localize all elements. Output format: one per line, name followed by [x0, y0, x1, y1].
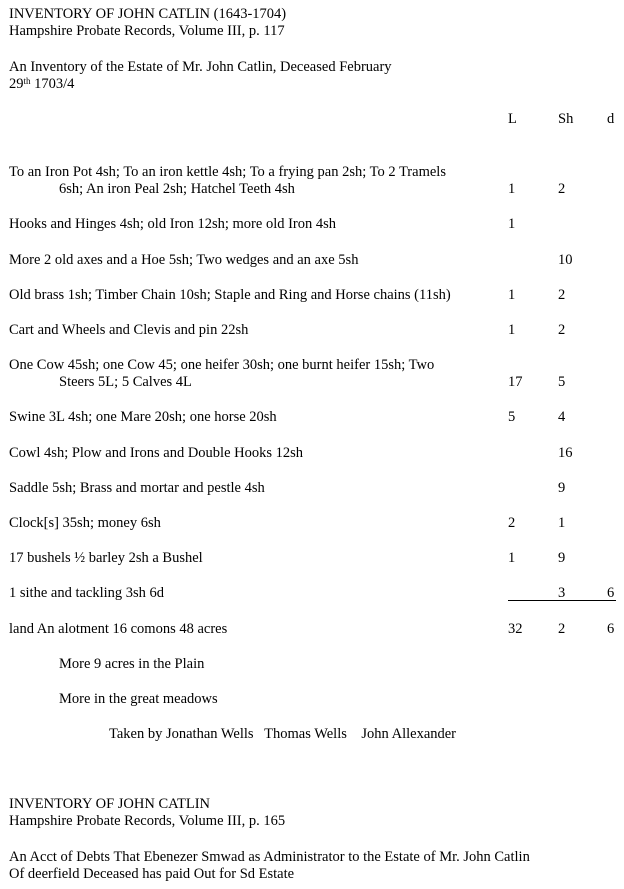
item-pounds: 1 [508, 181, 516, 197]
item-pounds: 5 [508, 409, 516, 425]
item-description: land An alotment 16 comons 48 acres [9, 621, 228, 637]
doc1-intro-day: 29 [9, 76, 24, 92]
item-pence: 6 [607, 621, 615, 637]
column-header-sh: Sh [558, 111, 574, 127]
item-description: Saddle 5sh; Brass and mortar and pestle 4sh [9, 480, 265, 496]
doc2-title: INVENTORY OF JOHN CATLIN [9, 796, 210, 812]
doc2-intro-line1: An Acct of Debts That Ebenezer Smwad as Administrator to the Estate of Mr. John Catlin [9, 849, 530, 865]
doc2-source: Hampshire Probate Records, Volume III, p. 165 [9, 813, 286, 829]
item-description: Cart and Wheels and Clevis and pin 22sh [9, 322, 249, 338]
column-header-l: L [508, 111, 517, 127]
item-shillings: 4 [558, 409, 566, 425]
doc1-intro-day-suffix: th [23, 76, 31, 86]
item-shillings: 5 [558, 374, 566, 390]
item-shillings: 16 [558, 445, 573, 461]
item-shillings: 2 [558, 181, 566, 197]
doc1-intro-line1: An Inventory of the Estate of Mr. John Catlin, Deceased February [9, 59, 392, 75]
item-description: To an Iron Pot 4sh; To an iron kettle 4sh; To a frying pan 2sh; To 2 Tramels [9, 164, 446, 180]
item-shillings: 9 [558, 550, 566, 566]
doc1-source: Hampshire Probate Records, Volume III, p. 117 [9, 23, 285, 39]
item-pounds: 1 [508, 550, 516, 566]
item-description: Hooks and Hinges 4sh; old Iron 12sh; more old Iron 4sh [9, 216, 337, 232]
item-description-continued: Steers 5L; 5 Calves 4L [59, 374, 192, 390]
item-shillings: 3 [558, 585, 566, 601]
item-description: More 2 old axes and a Hoe 5sh; Two wedges and an axe 5sh [9, 252, 359, 268]
item-pounds: 17 [508, 374, 523, 390]
item-pounds: 2 [508, 515, 516, 531]
more-great-meadows: More in the great meadows [59, 691, 218, 707]
item-shillings: 2 [558, 322, 566, 338]
item-pounds: 1 [508, 216, 516, 232]
doc1-intro-year: 1703/4 [34, 76, 75, 92]
item-description: Old brass 1sh; Timber Chain 10sh; Staple and Ring and Horse chains (11sh) [9, 287, 451, 303]
item-shillings: 1 [558, 515, 566, 531]
item-pence: 6 [607, 585, 615, 601]
taken-by: Taken by Jonathan Wells Thomas Wells John Allexander [109, 726, 457, 742]
item-description: Swine 3L 4sh; one Mare 20sh; one horse 20sh [9, 409, 277, 425]
item-pounds: 32 [508, 621, 523, 637]
item-shillings: 9 [558, 480, 566, 496]
item-description: Clock[s] 35sh; money 6sh [9, 515, 161, 531]
item-description: One Cow 45sh; one Cow 45; one heifer 30sh; one burnt heifer 15sh; Two [9, 357, 435, 373]
doc1-title: INVENTORY OF JOHN CATLIN (1643-1704) [9, 6, 287, 22]
more-acres-plain: More 9 acres in the Plain [59, 656, 205, 672]
item-pounds: 1 [508, 287, 516, 303]
item-description-continued: 6sh; An iron Peal 2sh; Hatchel Teeth 4sh [59, 181, 295, 197]
item-description: 1 sithe and tackling 3sh 6d [9, 585, 165, 601]
item-shillings: 10 [558, 252, 573, 268]
item-pounds: 1 [508, 322, 516, 338]
item-shillings: 2 [558, 621, 566, 637]
subtotal-rule [508, 600, 616, 601]
column-header-d: d [607, 111, 615, 127]
item-shillings: 2 [558, 287, 566, 303]
item-description: 17 bushels ½ barley 2sh a Bushel [9, 550, 203, 566]
doc1-intro-date [9, 76, 74, 93]
item-description: Cowl 4sh; Plow and Irons and Double Hooks 12sh [9, 445, 304, 461]
doc2-intro-line2: Of deerfield Deceased has paid Out for Sd Estate [9, 866, 295, 882]
